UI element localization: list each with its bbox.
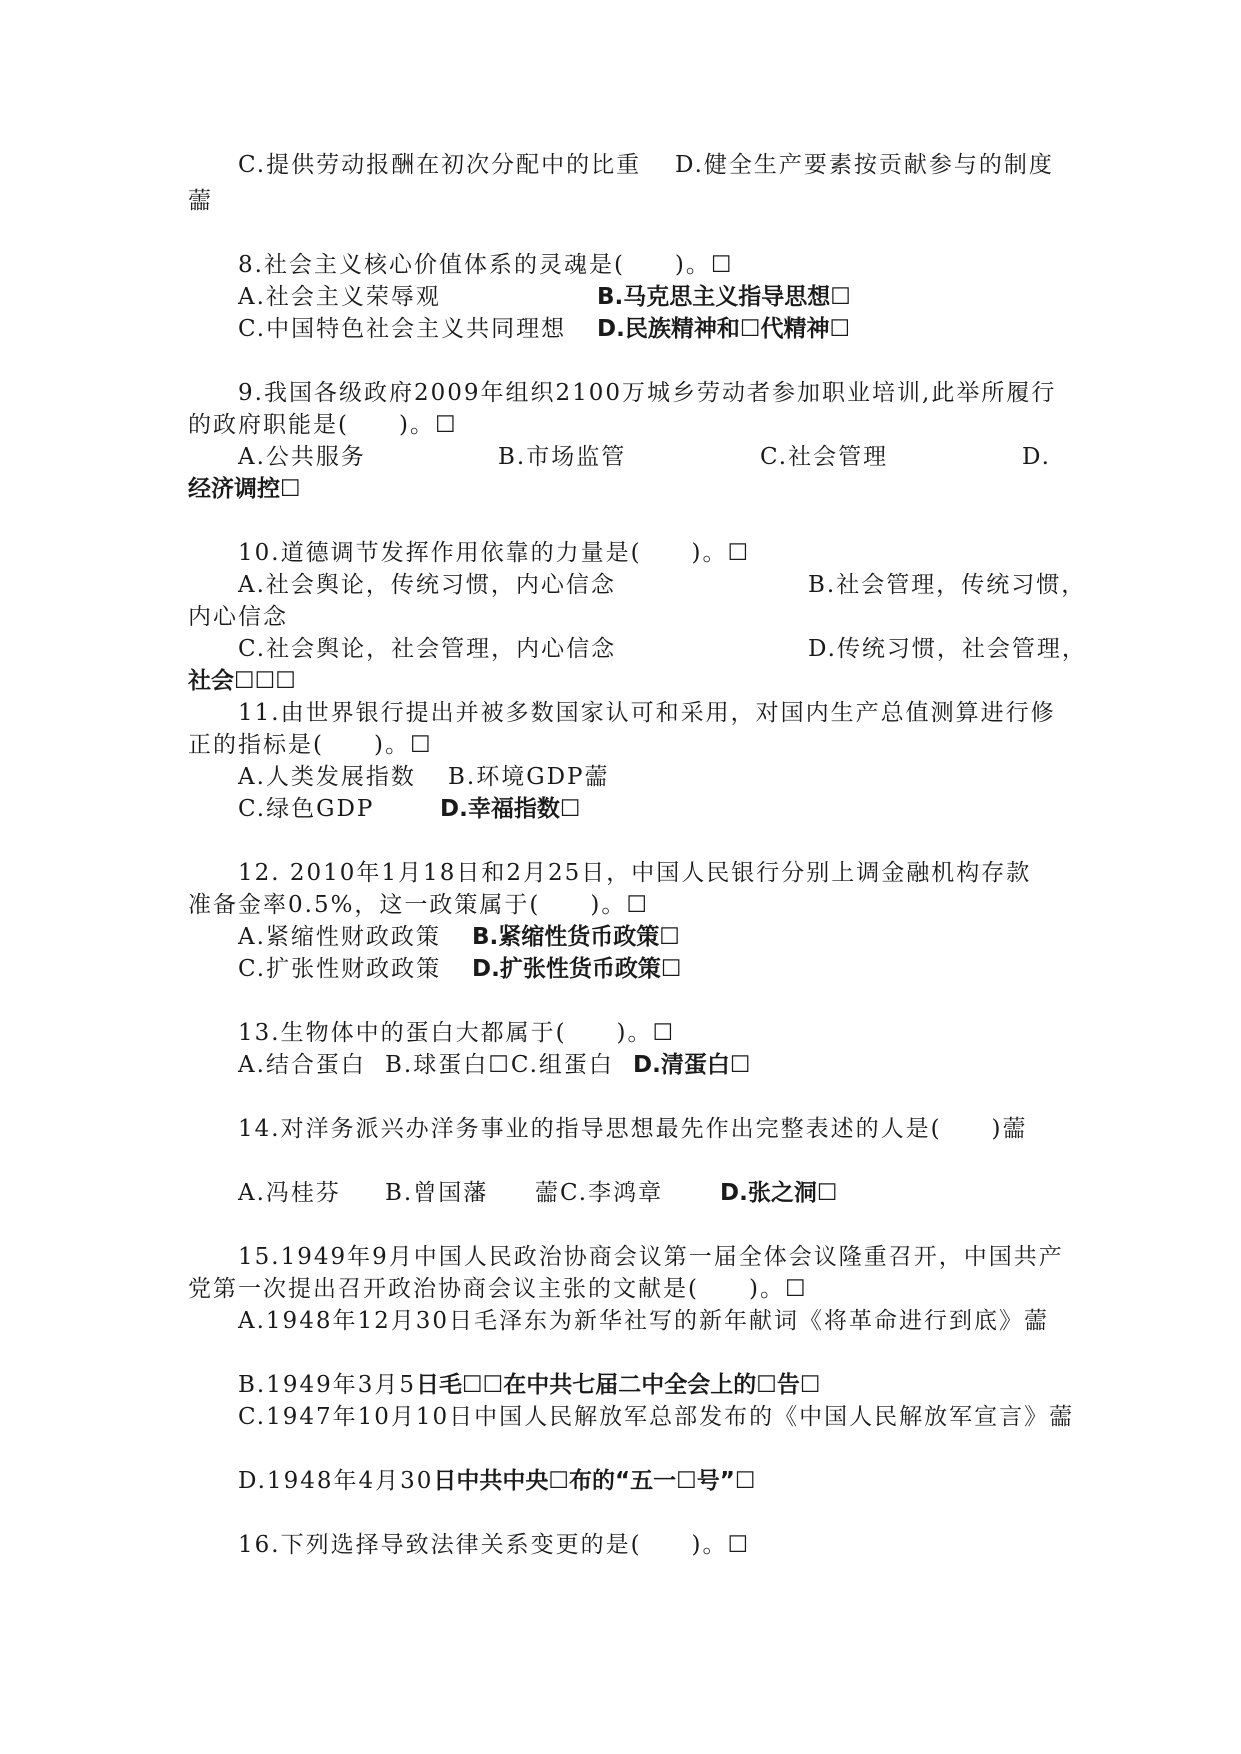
q15-option-a: A.1948年12月30日毛泽东为新华社写的新年献词《将革命进行到底》蘦 — [238, 1308, 1049, 1334]
q8-option-b: B.马克思主义指导思想☐ — [597, 284, 851, 310]
q9-option-c: C.社会管理 — [760, 444, 889, 470]
q13-option-d: D.清蛋白☐ — [633, 1052, 751, 1078]
q10-option-c: C.社会舆论，社会管理，内心信念 — [238, 636, 617, 662]
q13-option-b-c: B.球蛋白☐C.组蛋白 — [385, 1052, 614, 1078]
q15-option-d-text: 日中共中央☐布的“五一☐号”☐ — [433, 1468, 756, 1494]
q10-option-d-tail: 社会☐☐☐ — [188, 668, 296, 694]
q9-option-b: B.市场监管 — [498, 444, 627, 470]
q12-stem-line2: 准备金率0.5%，这一政策属于( )。☐ — [188, 892, 649, 918]
q14-option-a: A.冯桂芬 — [238, 1180, 341, 1206]
q12-option-c: C.扩张性财政政策 — [238, 956, 442, 982]
q9-option-d-text: 经济调控☐ — [188, 476, 301, 502]
q14-option-b: B.曾国藩 — [385, 1180, 489, 1206]
q15-stem-line1: 15.1949年9月中国人民政治协商会议第一届全体会议隆重召开，中国共产 — [238, 1244, 1064, 1270]
q11-option-a: A.人类发展指数 — [238, 764, 416, 790]
q15-option-d — [238, 1466, 755, 1496]
q7-option-d: D.健全生产要素按贡献参与的制度 — [675, 152, 1054, 178]
q14-option-d: D.张之洞☐ — [720, 1180, 838, 1206]
q8-option-d: D.民族精神和☐代精神☐ — [597, 316, 851, 342]
q16-stem: 16.下列选择导致法律关系变更的是( )。☐ — [238, 1532, 751, 1558]
q10-option-d: D.传统习惯，社会管理， — [808, 636, 1087, 662]
q13-option-a: A.结合蛋白 — [238, 1052, 366, 1078]
q11-stem-line1: 11.由世界银行提出并被多数国家认可和采用，对国内生产总值测算进行修 — [238, 700, 1056, 726]
q15-option-d-prefix: D.1948年4月30 — [238, 1468, 434, 1494]
q11-stem-line2: 正的指标是( )。☐ — [188, 732, 433, 758]
q11-option-b: B.环境GDP蘦 — [448, 764, 610, 790]
q15-option-b — [238, 1370, 821, 1400]
q14-option-c: 蘦C.李鸿章 — [535, 1180, 664, 1206]
q12-option-a: A.紧缩性财政政策 — [238, 924, 441, 950]
q7-tail: 蘦 — [188, 188, 213, 214]
q11-option-d: D.幸福指数☐ — [440, 796, 581, 822]
q15-option-b-prefix: B.1949年3月5 — [238, 1372, 417, 1398]
q15-option-c: C.1947年10月10日中国人民解放军总部发布的《中国人民解放军宣言》蘦 — [238, 1404, 1075, 1430]
q9-option-a: A.公共服务 — [238, 444, 366, 470]
q8-option-a: A.社会主义荣辱观 — [238, 284, 441, 310]
q9-stem-line2: 的政府职能是( )。☐ — [188, 412, 458, 438]
q10-option-b-tail: 内心信念 — [188, 604, 288, 630]
q10-option-a: A.社会舆论，传统习惯，内心信念 — [238, 572, 616, 598]
q15-option-b-text: 日毛☐☐在中共七届二中全会上的☐告☐ — [416, 1372, 821, 1398]
q12-option-d: D.扩张性货币政策☐ — [472, 956, 682, 982]
q8-option-c: C.中国特色社会主义共同理想 — [238, 316, 567, 342]
q12-option-b: B.紧缩性货币政策☐ — [472, 924, 680, 950]
q11-option-c: C.绿色GDP — [238, 796, 375, 822]
q14-stem: 14.对洋务派兴办洋务事业的指导思想最先作出完整表述的人是( )蘦 — [238, 1116, 1028, 1142]
q8-stem: 8.社会主义核心价值体系的灵魂是( )。☐ — [238, 252, 734, 278]
q13-stem: 13.生物体中的蛋白大都属于( )。☐ — [238, 1020, 676, 1046]
q7-option-c: C.提供劳动报酬在初次分配中的比重 — [238, 152, 642, 178]
q9-stem-line1: 9.我国各级政府2009年组织2100万城乡劳动者参加职业培训,此举所履行 — [238, 380, 1057, 406]
q10-stem: 10.道德调节发挥作用依靠的力量是( )。☐ — [238, 540, 751, 566]
q9-option-d: D. — [1022, 444, 1051, 470]
q15-stem-line2: 党第一次提出召开政治协商会议主张的文献是( )。☐ — [188, 1276, 808, 1302]
q10-option-b: B.社会管理，传统习惯， — [808, 572, 1087, 598]
q12-stem-line1: 12. 2010年1月18日和2月25日，中国人民银行分别上调金融机构存款 — [238, 860, 1032, 886]
